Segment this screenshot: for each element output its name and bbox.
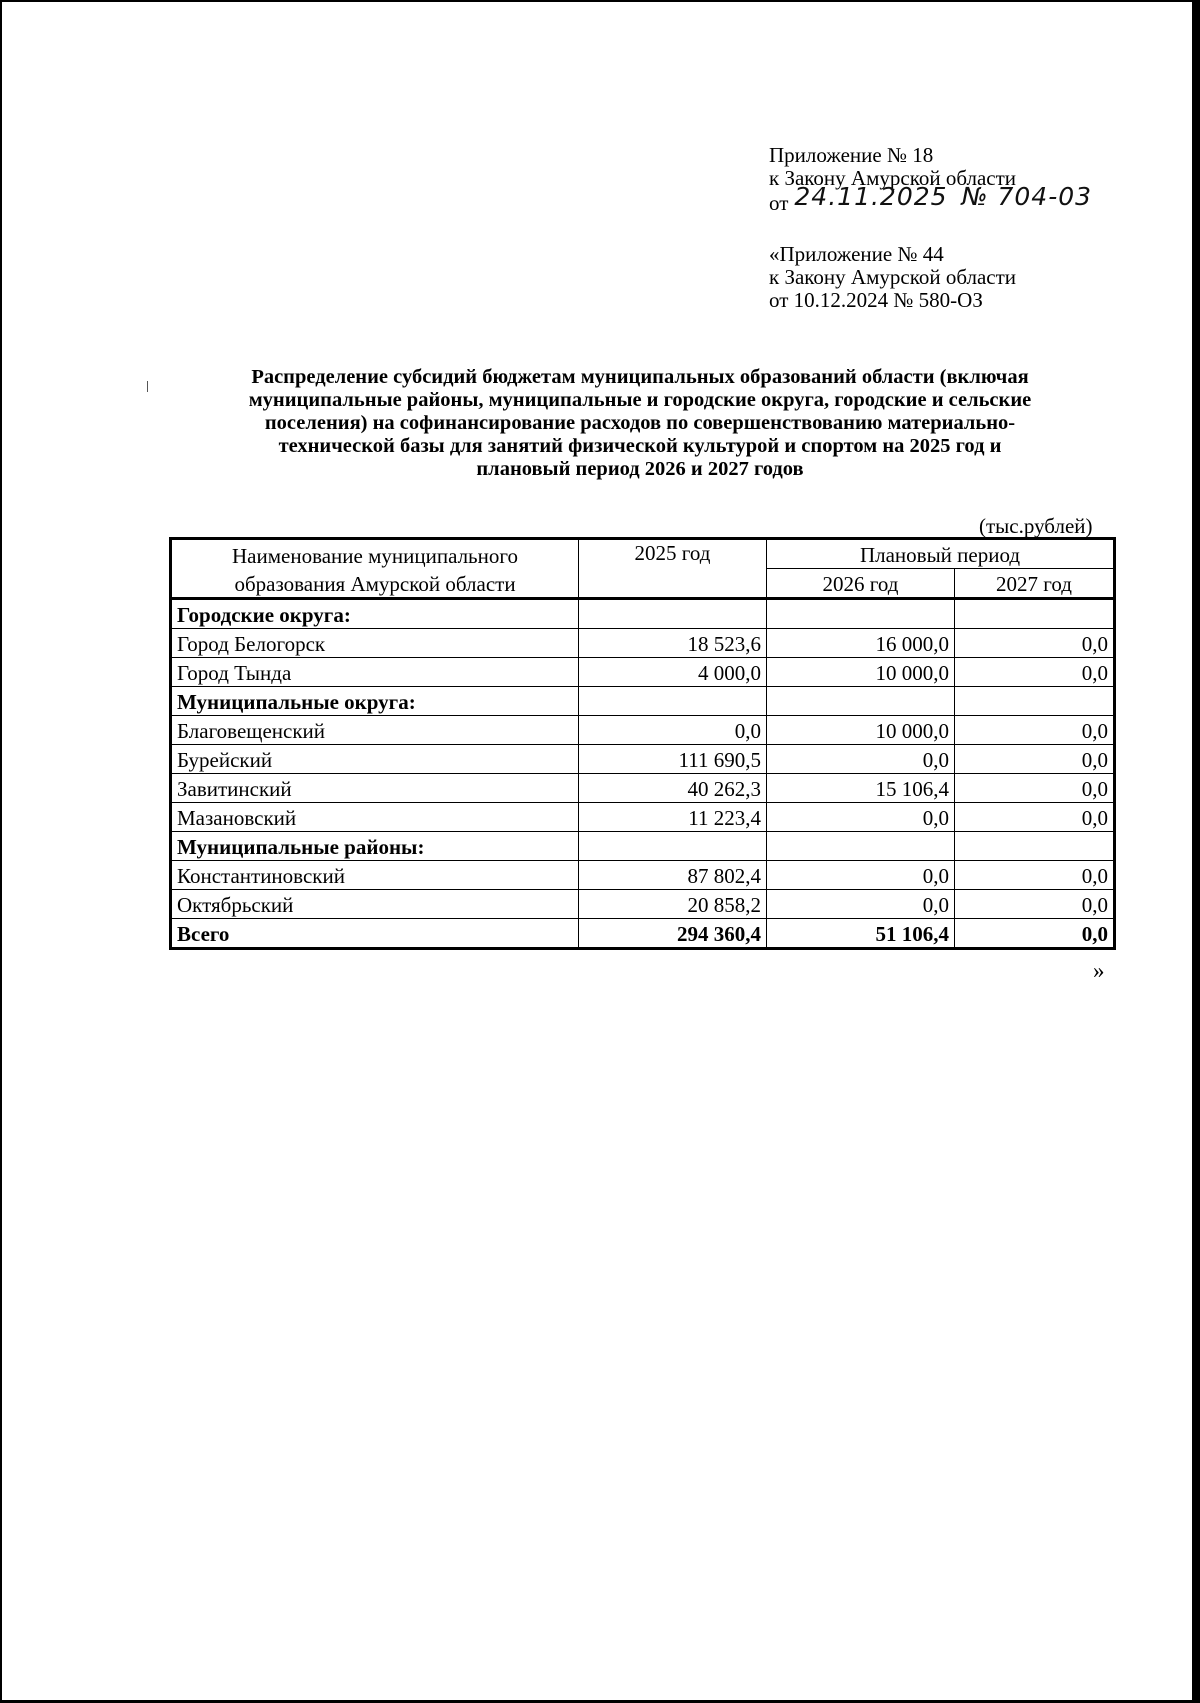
title-line: технической базы для занятий физической культурой и спортом на 2025 год и xyxy=(278,435,1002,457)
table-row xyxy=(171,745,1115,774)
cell-2026: 15 106,4 xyxy=(767,774,955,803)
header-name-line1: Наименование муниципального xyxy=(171,539,579,569)
cell-2026: 10 000,0 xyxy=(767,658,955,687)
amended-attachment-number: «Приложение № 44 xyxy=(769,242,944,266)
cell-name: Городские округа: xyxy=(171,599,579,629)
table-header xyxy=(171,539,1115,599)
cell-2026 xyxy=(767,687,955,716)
table-row xyxy=(171,716,1115,745)
attachment-date-line xyxy=(769,182,1093,215)
cell-2027: 0,0 xyxy=(955,861,1115,890)
subsidy-table xyxy=(169,537,1116,950)
title-line: поселения) на софинансирование расходов по совершенствованию материально- xyxy=(264,412,1016,434)
total-2027: 0,0 xyxy=(955,919,1115,949)
cell-2026: 10 000,0 xyxy=(767,716,955,745)
cell-2027: 0,0 xyxy=(955,774,1115,803)
cell-2027: 0,0 xyxy=(955,745,1115,774)
cell-name: Муниципальные округа: xyxy=(171,687,579,716)
cell-2025: 18 523,6 xyxy=(579,629,767,658)
document-title xyxy=(160,366,1120,481)
total-2025: 294 360,4 xyxy=(579,919,767,949)
cell-2027 xyxy=(955,832,1115,861)
cell-2027: 0,0 xyxy=(955,658,1115,687)
header-name-line2: образования Амурской области xyxy=(171,569,579,599)
cell-2027 xyxy=(955,687,1115,716)
cell-2026: 16 000,0 xyxy=(767,629,955,658)
table-row xyxy=(171,803,1115,832)
closing-quote: » xyxy=(1093,958,1105,983)
attachment-number: Приложение № 18 xyxy=(769,143,934,167)
cell-2026 xyxy=(767,599,955,629)
cell-name: Благовещенский xyxy=(171,716,579,745)
header-2026: 2026 год xyxy=(767,569,955,599)
table-row xyxy=(171,861,1115,890)
cell-2027: 0,0 xyxy=(955,629,1115,658)
cell-2026: 0,0 xyxy=(767,861,955,890)
table-group-row xyxy=(171,832,1115,861)
margin-tick xyxy=(147,381,148,392)
cell-2027 xyxy=(955,599,1115,629)
cell-2025: 11 223,4 xyxy=(579,803,767,832)
cell-2025 xyxy=(579,687,767,716)
cell-2026: 0,0 xyxy=(767,803,955,832)
units-label: (тыс.рублей) xyxy=(979,514,1093,538)
header-planned-period: Плановый период xyxy=(767,539,1115,569)
cell-2027: 0,0 xyxy=(955,803,1115,832)
cell-2026: 0,0 xyxy=(767,745,955,774)
signature-date: 24.11.2025 xyxy=(794,182,948,211)
cell-2025: 87 802,4 xyxy=(579,861,767,890)
title-line: муниципальные районы, муниципальные и городские округа, городские и сельские xyxy=(248,389,1032,411)
cell-2025: 111 690,5 xyxy=(579,745,767,774)
table-body xyxy=(171,599,1115,949)
amended-attachment-header xyxy=(769,243,1016,312)
cell-name: Константиновский xyxy=(171,861,579,890)
cell-name: Завитинский xyxy=(171,774,579,803)
table-total-row xyxy=(171,919,1115,949)
amended-attachment-law: к Закону Амурской области xyxy=(769,265,1017,289)
title-line: Распределение субсидий бюджетам муниципальных образований области (включая xyxy=(251,366,1029,388)
attachment-header xyxy=(769,144,1092,215)
cell-2025 xyxy=(579,832,767,861)
attachment-date-prefix: от xyxy=(769,191,789,215)
title-line: плановый период 2026 и 2027 годов xyxy=(476,458,804,480)
amended-attachment-date: от 10.12.2024 № 580-ОЗ xyxy=(769,288,983,312)
cell-2027: 0,0 xyxy=(955,716,1115,745)
attachment-law: к Закону Амурской области xyxy=(769,166,1017,190)
total-2026: 51 106,4 xyxy=(767,919,955,949)
handwritten-date xyxy=(794,182,1092,211)
cell-name: Муниципальные районы: xyxy=(171,832,579,861)
cell-2025 xyxy=(579,599,767,629)
table-row xyxy=(171,890,1115,919)
cell-name: Октябрьский xyxy=(171,890,579,919)
cell-2025: 0,0 xyxy=(579,716,767,745)
cell-2025: 20 858,2 xyxy=(579,890,767,919)
header-2025-spacer xyxy=(579,569,767,599)
header-2025: 2025 год xyxy=(579,539,767,569)
cell-2026: 0,0 xyxy=(767,890,955,919)
cell-name: Мазановский xyxy=(171,803,579,832)
cell-2026 xyxy=(767,832,955,861)
cell-name: Город Белогорск xyxy=(171,629,579,658)
total-label: Всего xyxy=(171,919,579,949)
cell-name: Город Тында xyxy=(171,658,579,687)
table-row xyxy=(171,629,1115,658)
table-group-row xyxy=(171,599,1115,629)
header-2027: 2027 год xyxy=(955,569,1115,599)
cell-2025: 40 262,3 xyxy=(579,774,767,803)
cell-2025: 4 000,0 xyxy=(579,658,767,687)
cell-2027: 0,0 xyxy=(955,890,1115,919)
table-row xyxy=(171,658,1115,687)
table-row xyxy=(171,774,1115,803)
signature-number: № 704-03 xyxy=(961,182,1093,211)
table-group-row xyxy=(171,687,1115,716)
cell-name: Бурейский xyxy=(171,745,579,774)
